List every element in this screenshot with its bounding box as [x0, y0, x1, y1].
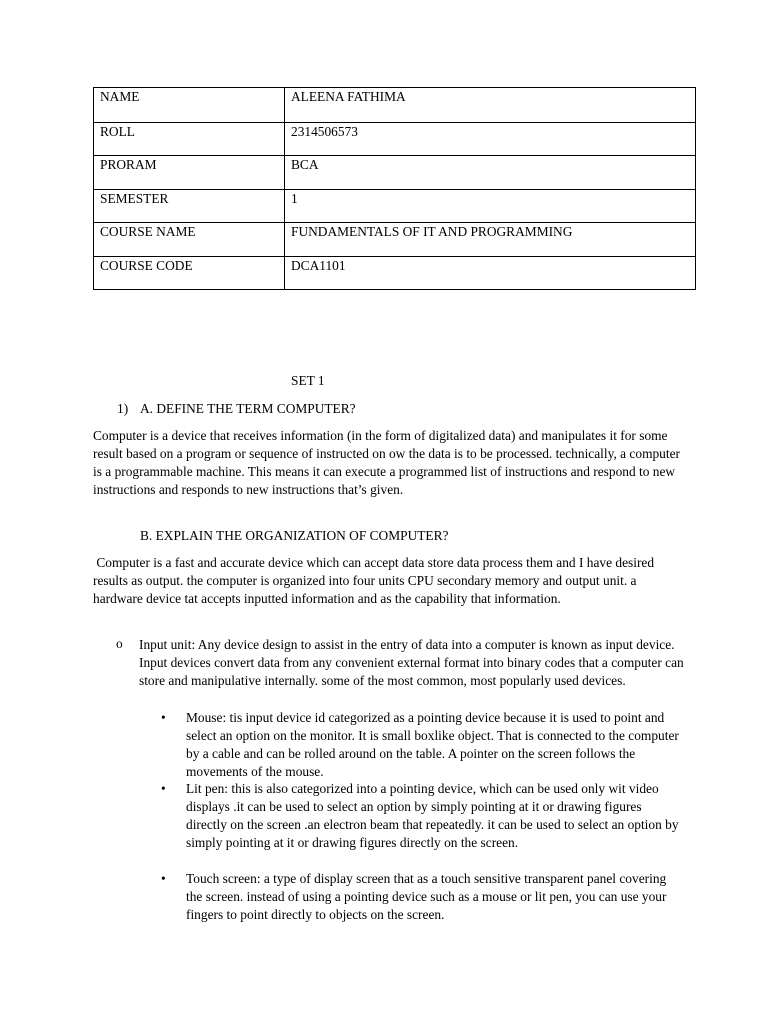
table-label: ROLL: [94, 123, 285, 156]
table-label: NAME: [94, 88, 285, 123]
table-label: SEMESTER: [94, 190, 285, 223]
student-info-table: [93, 87, 696, 290]
question-1a-heading: A. DEFINE THE TERM COMPUTER?: [140, 401, 356, 416]
table-value: DCA1101: [285, 257, 696, 290]
table-row: [94, 190, 696, 223]
table-value: 1: [285, 190, 696, 223]
list-item-input-unit: Input unit: Any device design to assist in the entry of data into a computer is known as input device. Input devices convert data from any convenient external format into binary codes that a computer can store and manipulative internally. some of the most common, most popularly used devices.: [139, 637, 684, 688]
bullet-icon: •: [161, 871, 166, 886]
table-value: 2314506573: [285, 123, 696, 156]
question-1b-answer: Computer is a fast and accurate device which can accept data store data process them and I have desired results as output. the computer is organized into four units CPU secondary memory and output unit. a hardware device tat accepts inputted information and as the capability that information.: [93, 555, 658, 606]
list-item-mouse: Mouse: tis input device id categorized as a pointing device because it is used to point and select an option on the monitor. It is small boxlike object. That is connected to the computer by a cable and can be rolled around on the table. A pointer on the screen follows the movements of the mouse.: [186, 710, 679, 779]
table-label: COURSE CODE: [94, 257, 285, 290]
table-row: [94, 257, 696, 290]
table-value: ALEENA FATHIMA: [285, 88, 696, 123]
set-title: SET 1: [291, 373, 325, 388]
table-label: PRORAM: [94, 156, 285, 190]
list-item-light-pen: Lit pen: this is also categorized into a pointing device, which can be used only wit video displays .it can be used to select an option by simply pointing at it or drawing figures directly on the screen .an electron beam that repeatedly. it can be used to select an option by simply pointing at it or drawing figures directly on the screen.: [186, 781, 679, 850]
list-marker: o: [116, 636, 123, 651]
question-1b-heading: B. EXPLAIN THE ORGANIZATION OF COMPUTER?: [140, 528, 449, 543]
bullet-icon: •: [161, 781, 166, 796]
table-value: BCA: [285, 156, 696, 190]
question-number: 1): [117, 401, 129, 416]
table-value: FUNDAMENTALS OF IT AND PROGRAMMING: [285, 223, 696, 257]
list-item-touch-screen: Touch screen: a type of display screen that as a touch sensitive transparent panel covering the screen. instead of using a pointing device such as a mouse or lit pen, you can use your fingers to point directly to objects on the screen.: [186, 871, 667, 922]
table-row: [94, 223, 696, 257]
table-row: [94, 156, 696, 190]
question-1a-answer: Computer is a device that receives information (in the form of digitalized data) and manipulates it for some result based on a program or sequence of instructed on ow the data is to be processed. technically, a computer is a programmable machine. This means it can execute a programmed list of instructions and respond to new instructions and responds to new instructions that’s given.: [93, 428, 681, 497]
bullet-icon: •: [161, 710, 166, 725]
table-row: [94, 88, 696, 123]
table-label: COURSE NAME: [94, 223, 285, 257]
table-row: [94, 123, 696, 156]
